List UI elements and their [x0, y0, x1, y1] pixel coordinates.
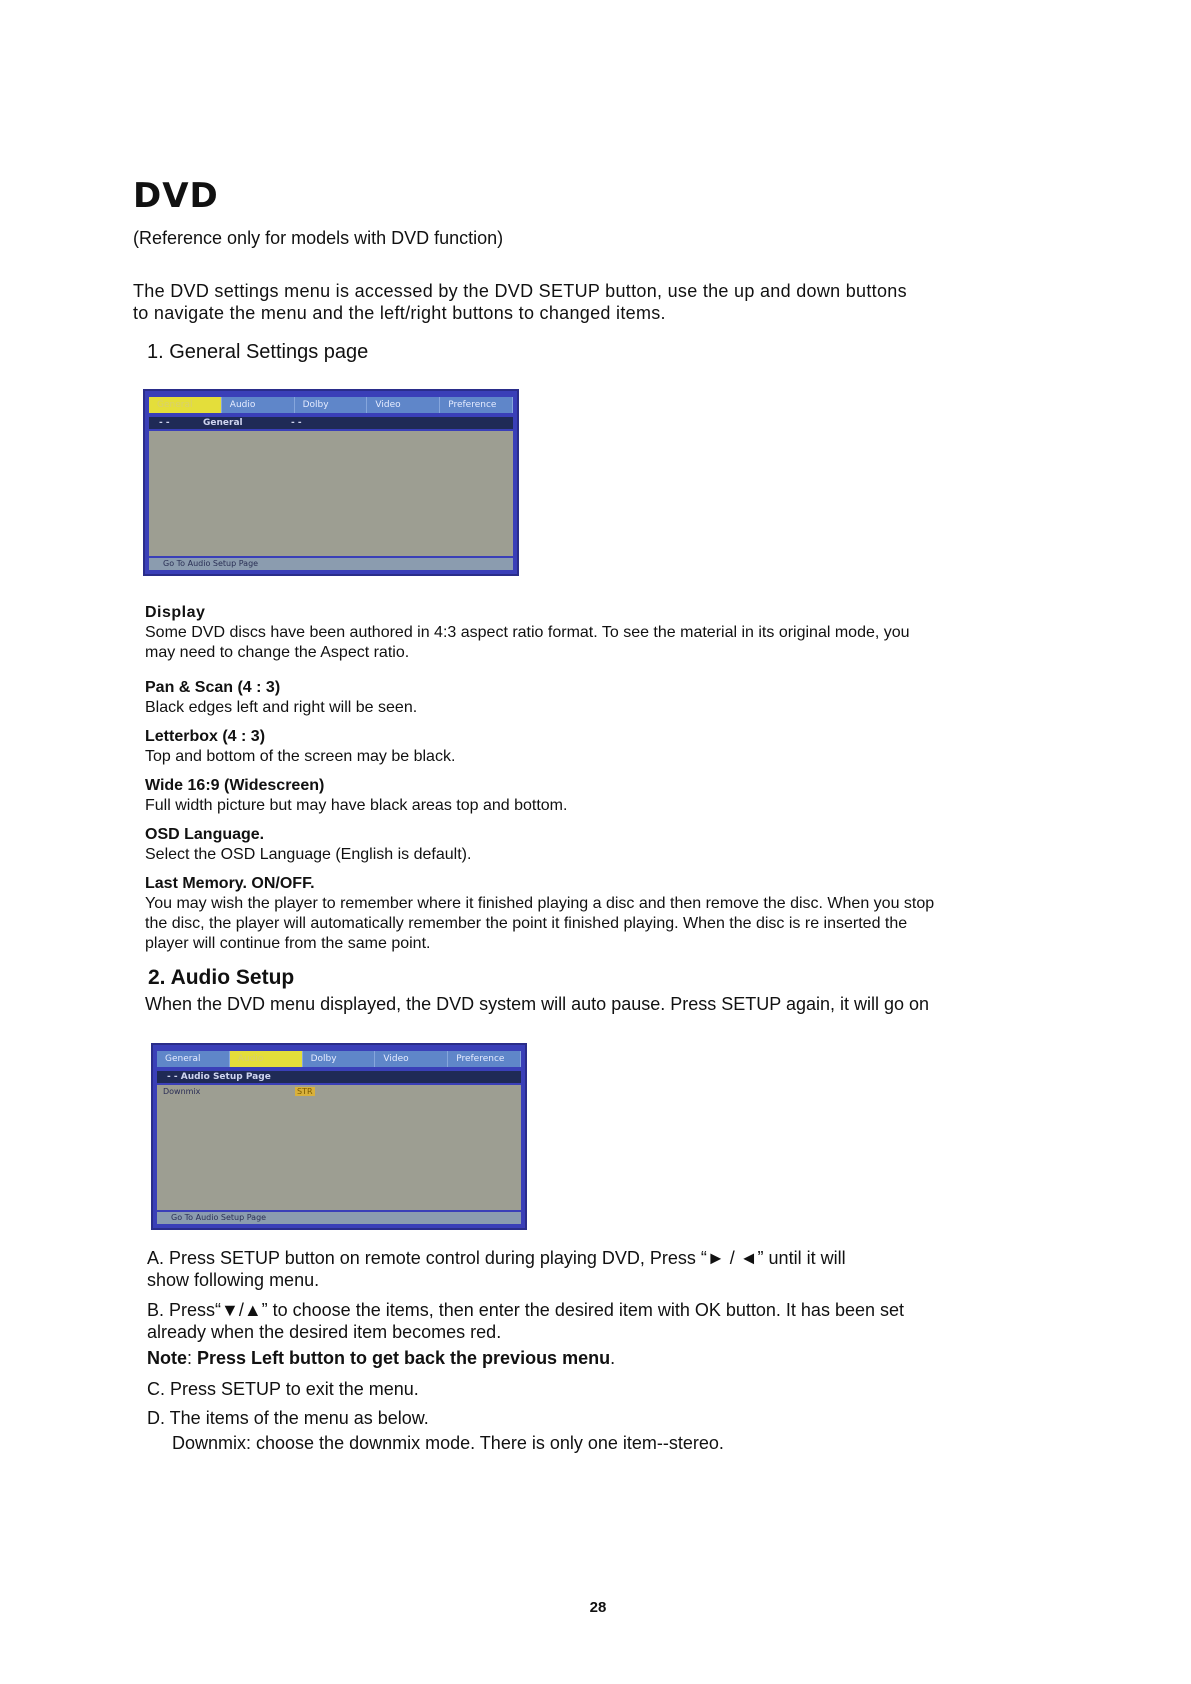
osd-language-heading: OSD Language.	[145, 826, 265, 843]
audio-setup-screenshot	[151, 1043, 527, 1230]
osd-tab-preference: Preference	[440, 397, 513, 413]
last-memory-line-3: player will continue from the same point.	[145, 935, 431, 952]
intro-line-1: The DVD settings menu is accessed by the DVD SETUP button, use the up and down buttons	[133, 281, 907, 301]
note-label: Note	[147, 1348, 187, 1368]
osd2-tab-video: Video	[375, 1051, 448, 1067]
osd2-body	[157, 1085, 521, 1210]
note-colon: :	[187, 1348, 198, 1368]
step-a-line-1: A. Press SETUP button on remote control during playing DVD, Press “► / ◄” until it will	[147, 1248, 846, 1268]
display-heading: Display	[145, 604, 206, 621]
wide-section	[145, 776, 1045, 816]
osd-language-text: Select the OSD Language (English is default).	[145, 846, 472, 863]
downmix-description: Downmix: choose the downmix mode. There is only one item--stereo.	[172, 1433, 724, 1453]
osd-language-section	[145, 825, 1045, 865]
osd-header-label: General	[203, 418, 243, 428]
step-b-line-1: B. Press“▼/▲” to choose the items, then enter the desired item with OK button. It has been set	[147, 1300, 905, 1320]
section-general-heading: 1. General Settings page	[147, 341, 369, 363]
section-audio-heading: 2. Audio Setup	[148, 966, 295, 989]
step-a-line-2: show following menu.	[147, 1270, 320, 1290]
letterbox-text: Top and bottom of the screen may be black.	[145, 748, 456, 765]
display-line-2: may need to change the Aspect ratio.	[145, 644, 410, 661]
page-title: DVD	[133, 176, 219, 216]
osd-tab-audio: Audio	[222, 397, 295, 413]
step-c: C. Press SETUP to exit the menu.	[147, 1379, 419, 1399]
note-period: .	[610, 1348, 616, 1368]
osd2-tab-preference: Preference	[448, 1051, 521, 1067]
letterbox-heading: Letterbox (4 : 3)	[145, 728, 266, 745]
page-number: 28	[589, 1599, 607, 1616]
reference-note: (Reference only for models with DVD function)	[133, 228, 504, 248]
intro-paragraph	[133, 280, 1033, 324]
pan-scan-heading: Pan & Scan (4 : 3)	[145, 679, 281, 696]
pan-scan-text: Black edges left and right will be seen.	[145, 699, 418, 716]
osd-tab-video: Video	[367, 397, 440, 413]
display-section	[145, 603, 1045, 663]
wide-text: Full width picture but may have black areas top and bottom.	[145, 797, 568, 814]
osd-tab-bar	[149, 397, 513, 413]
step-d: D. The items of the menu as below.	[147, 1408, 429, 1428]
osd-header-dash-left: - -	[159, 418, 170, 428]
osd-body	[149, 431, 513, 556]
osd2-tab-dolby: Dolby	[303, 1051, 376, 1067]
osd2-tab-bar	[157, 1051, 521, 1067]
letterbox-section	[145, 727, 1045, 767]
osd2-downmix-item: Downmix	[163, 1087, 201, 1096]
step-a	[147, 1247, 1047, 1291]
display-line-1: Some DVD discs have been authored in 4:3 aspect ratio format. To see the material in its original mode, you	[145, 624, 910, 641]
osd-header-dash-right: - -	[291, 418, 302, 428]
osd-tab-general: General	[149, 397, 222, 413]
audio-intro: When the DVD menu displayed, the DVD system will auto pause. Press SETUP again, it will go on	[145, 994, 930, 1014]
note-text: Press Left button to get back the previous menu	[197, 1348, 611, 1368]
osd2-downmix-value: STR	[297, 1087, 313, 1096]
osd2-tab-audio: Audio	[230, 1051, 303, 1067]
intro-line-2: to navigate the menu and the left/right buttons to changed items.	[133, 303, 666, 323]
note	[147, 1347, 1047, 1369]
step-b-line-2: already when the desired item becomes red.	[147, 1322, 502, 1342]
osd2-footer: Go To Audio Setup Page	[157, 1212, 521, 1224]
last-memory-heading: Last Memory. ON/OFF.	[145, 875, 315, 892]
pan-scan-section	[145, 678, 1045, 718]
last-memory-section	[145, 874, 1155, 954]
osd2-header: - - Audio Setup Page	[157, 1071, 521, 1083]
last-memory-line-1: You may wish the player to remember where it finished playing a disc and then remove the disc. When you stop	[145, 895, 935, 912]
last-memory-line-2: the disc, the player will automatically remember the point it finished playing. When the disc is re inserted the	[145, 915, 908, 932]
osd-tab-dolby: Dolby	[295, 397, 368, 413]
wide-heading: Wide 16:9 (Widescreen)	[145, 777, 325, 794]
general-settings-screenshot	[143, 389, 519, 576]
osd-footer: Go To Audio Setup Page	[149, 558, 513, 570]
osd-header	[149, 417, 513, 429]
step-b	[147, 1299, 1047, 1343]
osd2-tab-general: General	[157, 1051, 230, 1067]
